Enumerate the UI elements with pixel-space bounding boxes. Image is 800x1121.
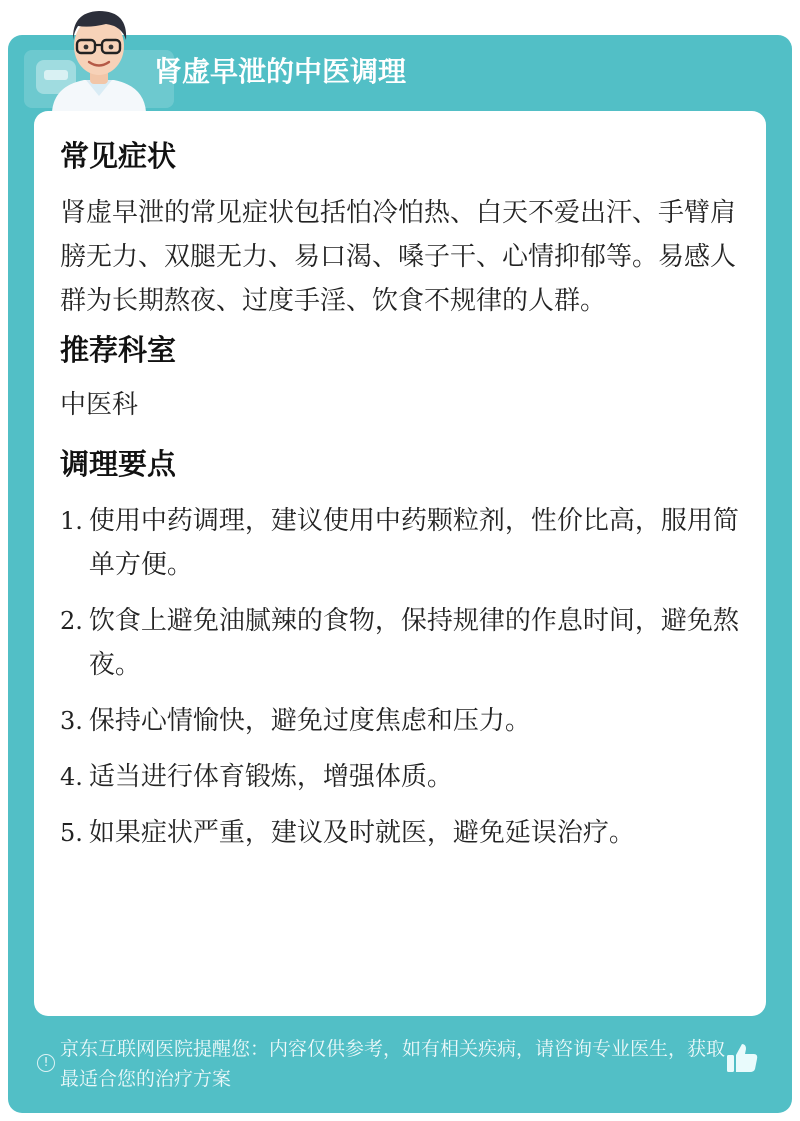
tips-list <box>60 499 740 855</box>
list-item-text: 保持心情愉快，避免过度焦虑和压力。 <box>88 706 531 736</box>
list-item-number: 5. <box>60 819 83 847</box>
list-item-number: 3. <box>60 707 83 735</box>
list-item <box>60 699 740 743</box>
list-item-text: 适当进行体育锻炼，增强体质。 <box>88 762 453 792</box>
list-item-text: 使用中药调理，建议使用中药颗粒剂，性价比高，服用简单方便。 <box>88 506 739 580</box>
list-item-number: 1. <box>60 507 83 535</box>
tips-heading: 调理要点 <box>60 447 177 481</box>
list-item <box>60 811 740 855</box>
footer-notice: 京东互联网医院提醒您：内容仅供参考，如有相关疾病，请咨询专业医生，获取最适合您的治疗方案 <box>60 1038 726 1090</box>
symptoms-heading: 常见症状 <box>60 139 177 173</box>
list-item <box>60 755 740 799</box>
page-title: 肾虚早泄的中医调理 <box>154 55 407 88</box>
list-item-text: 饮食上避免油腻辣的食物，保持规律的作息时间，避免熬夜。 <box>88 606 739 680</box>
department-heading: 推荐科室 <box>60 333 177 367</box>
list-item-number: 4. <box>60 763 83 791</box>
department-value: 中医科 <box>60 390 139 420</box>
thumbs-up-icon[interactable] <box>724 1040 760 1076</box>
info-icon: ! <box>37 1054 55 1072</box>
symptoms-body: 肾虚早泄的常见症状包括怕冷怕热、白天不爱出汗、手臂肩膀无力、双腿无力、易口渴、嗓子干、心情抑郁等。易感人群为长期熬夜、过度手淫、饮食不规律的人群。 <box>60 198 737 316</box>
list-item-text: 如果症状严重，建议及时就医，避免延误治疗。 <box>88 818 635 848</box>
list-item <box>60 499 740 587</box>
list-item-number: 2. <box>60 607 83 635</box>
doctor-avatar-icon <box>44 0 154 112</box>
content-panel <box>34 111 766 1016</box>
list-item <box>60 599 740 687</box>
